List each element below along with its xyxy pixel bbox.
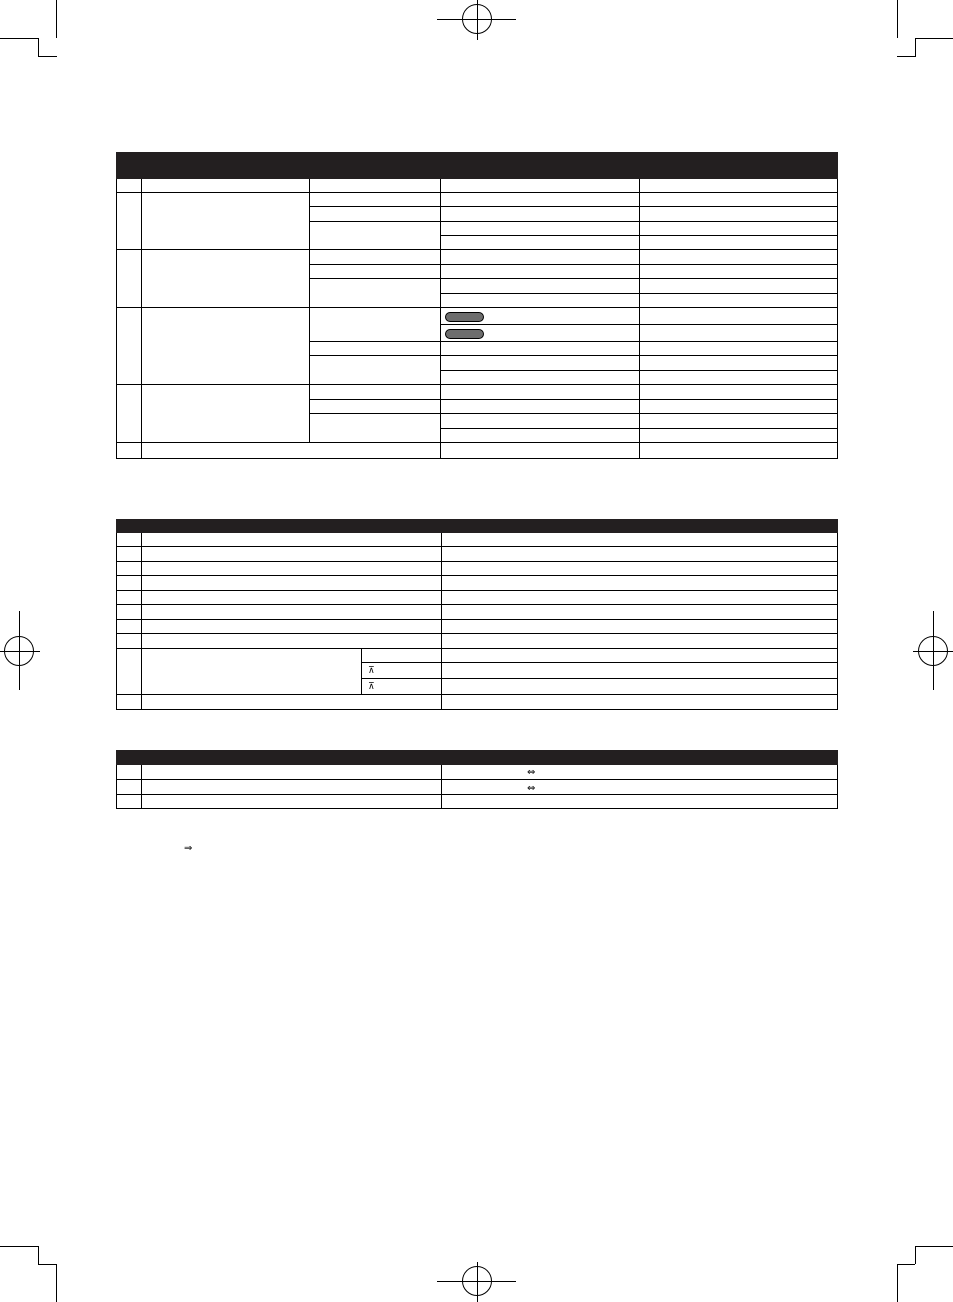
table-cell [142, 443, 441, 459]
filter-icon: ⊼ [368, 665, 375, 676]
table-cell [142, 385, 310, 443]
table-cell [441, 193, 640, 207]
header-cell [441, 153, 640, 179]
table-cell [117, 308, 142, 385]
filter-icon: ⊼ [368, 681, 375, 692]
table-cell [441, 279, 640, 294]
table-row [117, 695, 838, 710]
table-row [117, 562, 838, 576]
table-row [117, 193, 838, 207]
crop-mark [915, 1246, 916, 1264]
table-cell [441, 385, 640, 400]
table-cell [310, 265, 441, 279]
table-cell [640, 356, 838, 371]
table-row [117, 250, 838, 265]
crop-mark [897, 0, 898, 38]
table-cell [442, 765, 838, 780]
table-cell [142, 250, 310, 308]
crop-mark [38, 56, 57, 57]
table-cell [442, 679, 838, 695]
table-row [117, 576, 838, 591]
table-row [117, 765, 838, 780]
table-cell [142, 620, 442, 634]
header-cell [442, 751, 838, 765]
table-cell [441, 400, 640, 414]
implies-arrow-icon: ⇒ [184, 843, 193, 854]
spec-table-2 [116, 519, 838, 710]
table-cell [117, 547, 142, 562]
table-row [117, 795, 838, 809]
table-cell [117, 634, 142, 649]
table-cell [442, 576, 838, 591]
table-row [117, 634, 838, 649]
pill-badge [445, 329, 484, 339]
table-cell [142, 695, 442, 710]
table-cell [142, 193, 310, 250]
table-cell [441, 371, 640, 385]
table-header [117, 751, 838, 765]
table-cell [117, 562, 142, 576]
table-cell [640, 222, 838, 236]
table-cell [142, 576, 442, 591]
table-cell [441, 294, 640, 308]
table-cell [640, 414, 838, 429]
header-cell [142, 520, 442, 533]
table-cell [142, 562, 442, 576]
table-cell [310, 385, 441, 400]
crop-mark [897, 56, 915, 57]
table-header [117, 520, 838, 533]
table-cell [117, 765, 142, 780]
crop-mark [56, 1264, 57, 1302]
table-cell [362, 649, 442, 663]
table-row [117, 591, 838, 605]
header-cell [310, 153, 441, 179]
table-cell [310, 342, 441, 356]
table-row [117, 547, 838, 562]
table-cell [142, 179, 310, 193]
table-cell [640, 265, 838, 279]
table-cell [117, 443, 142, 459]
table-cell [142, 795, 442, 809]
table-cell [117, 591, 142, 605]
table-cell [640, 400, 838, 414]
table-cell [640, 179, 838, 193]
table-cell [442, 634, 838, 649]
table-cell [442, 649, 838, 663]
table-cell [117, 695, 142, 710]
table-cell [117, 250, 142, 308]
bidirectional-arrow-icon: ⇔ [527, 767, 536, 778]
crop-mark [915, 1246, 953, 1247]
table-cell [117, 179, 142, 193]
header-cell [442, 520, 838, 533]
table-cell [640, 429, 838, 443]
crop-mark [915, 38, 916, 57]
table-cell [640, 342, 838, 356]
header-cell [117, 751, 142, 765]
table-cell [640, 371, 838, 385]
table-cell [142, 649, 362, 695]
table-cell [442, 795, 838, 809]
crop-mark [38, 38, 39, 57]
table-cell [442, 620, 838, 634]
table-row [117, 620, 838, 634]
table-cell [441, 179, 640, 193]
table-cell [441, 414, 640, 429]
table-cell [640, 250, 838, 265]
table-row [117, 605, 838, 620]
crop-mark [38, 1264, 57, 1265]
table-cell [310, 179, 441, 193]
table-cell [442, 547, 838, 562]
table-cell [117, 620, 142, 634]
table-cell [441, 308, 640, 325]
table-row [117, 649, 838, 663]
header-cell [117, 520, 142, 533]
table-cell [117, 576, 142, 591]
table-header [117, 153, 838, 179]
crop-mark [0, 38, 38, 39]
table-cell [310, 222, 441, 250]
table-cell [442, 533, 838, 547]
spec-table-3 [116, 750, 838, 809]
table-row [117, 443, 838, 459]
header-cell [142, 751, 442, 765]
table-cell [441, 250, 640, 265]
table-cell [117, 385, 142, 443]
table-cell [310, 250, 441, 265]
table-cell [441, 222, 640, 236]
table-cell [640, 385, 838, 400]
table-cell [142, 533, 442, 547]
table-cell [442, 562, 838, 576]
table-cell [640, 236, 838, 250]
table-cell [310, 400, 441, 414]
table-cell [442, 663, 838, 679]
table-cell [441, 236, 640, 250]
spec-table-1 [116, 152, 838, 459]
table-cell [117, 533, 142, 547]
table-cell [142, 605, 442, 620]
table-row [117, 308, 838, 325]
table-cell [640, 207, 838, 222]
crop-mark [56, 0, 57, 38]
table-cell [310, 356, 441, 385]
table-cell [310, 308, 441, 342]
table-cell [117, 780, 142, 795]
table-cell [640, 193, 838, 207]
table-cell [441, 325, 640, 342]
table-cell [310, 207, 441, 222]
table-cell [117, 649, 142, 695]
pill-badge [445, 312, 484, 322]
table-cell [142, 634, 442, 649]
table-cell [441, 265, 640, 279]
table-cell [441, 342, 640, 356]
table-cell [441, 207, 640, 222]
table-cell [117, 193, 142, 250]
header-cell [640, 153, 838, 179]
table-cell [310, 193, 441, 207]
table-cell [442, 605, 838, 620]
table-cell [142, 765, 442, 780]
table-cell [142, 591, 442, 605]
crop-mark [897, 1264, 898, 1302]
table-cell [142, 308, 310, 385]
table-cell [310, 414, 441, 443]
table-cell [441, 443, 640, 459]
table-cell [640, 325, 838, 342]
crop-mark [38, 1246, 39, 1264]
table-cell [442, 591, 838, 605]
table-cell [640, 308, 838, 325]
table-cell [117, 605, 142, 620]
table-cell [142, 547, 442, 562]
table-cell [640, 294, 838, 308]
table-row [117, 780, 838, 795]
table-cell [640, 443, 838, 459]
table-cell [442, 695, 838, 710]
table-cell [441, 356, 640, 371]
table-cell [640, 279, 838, 294]
header-cell [117, 153, 142, 179]
table-cell [441, 429, 640, 443]
table-cell [310, 279, 441, 308]
table-cell [117, 795, 142, 809]
table-row [117, 385, 838, 400]
table-cell [362, 663, 442, 679]
table-cell [442, 780, 838, 795]
crop-mark [915, 38, 953, 39]
crop-mark [897, 1264, 915, 1265]
table-cell [362, 679, 442, 695]
crop-mark [0, 1246, 38, 1247]
table-row [117, 533, 838, 547]
table-row [117, 179, 838, 193]
header-cell [142, 153, 310, 179]
table-cell [142, 780, 442, 795]
bidirectional-arrow-icon: ⇔ [527, 783, 536, 794]
